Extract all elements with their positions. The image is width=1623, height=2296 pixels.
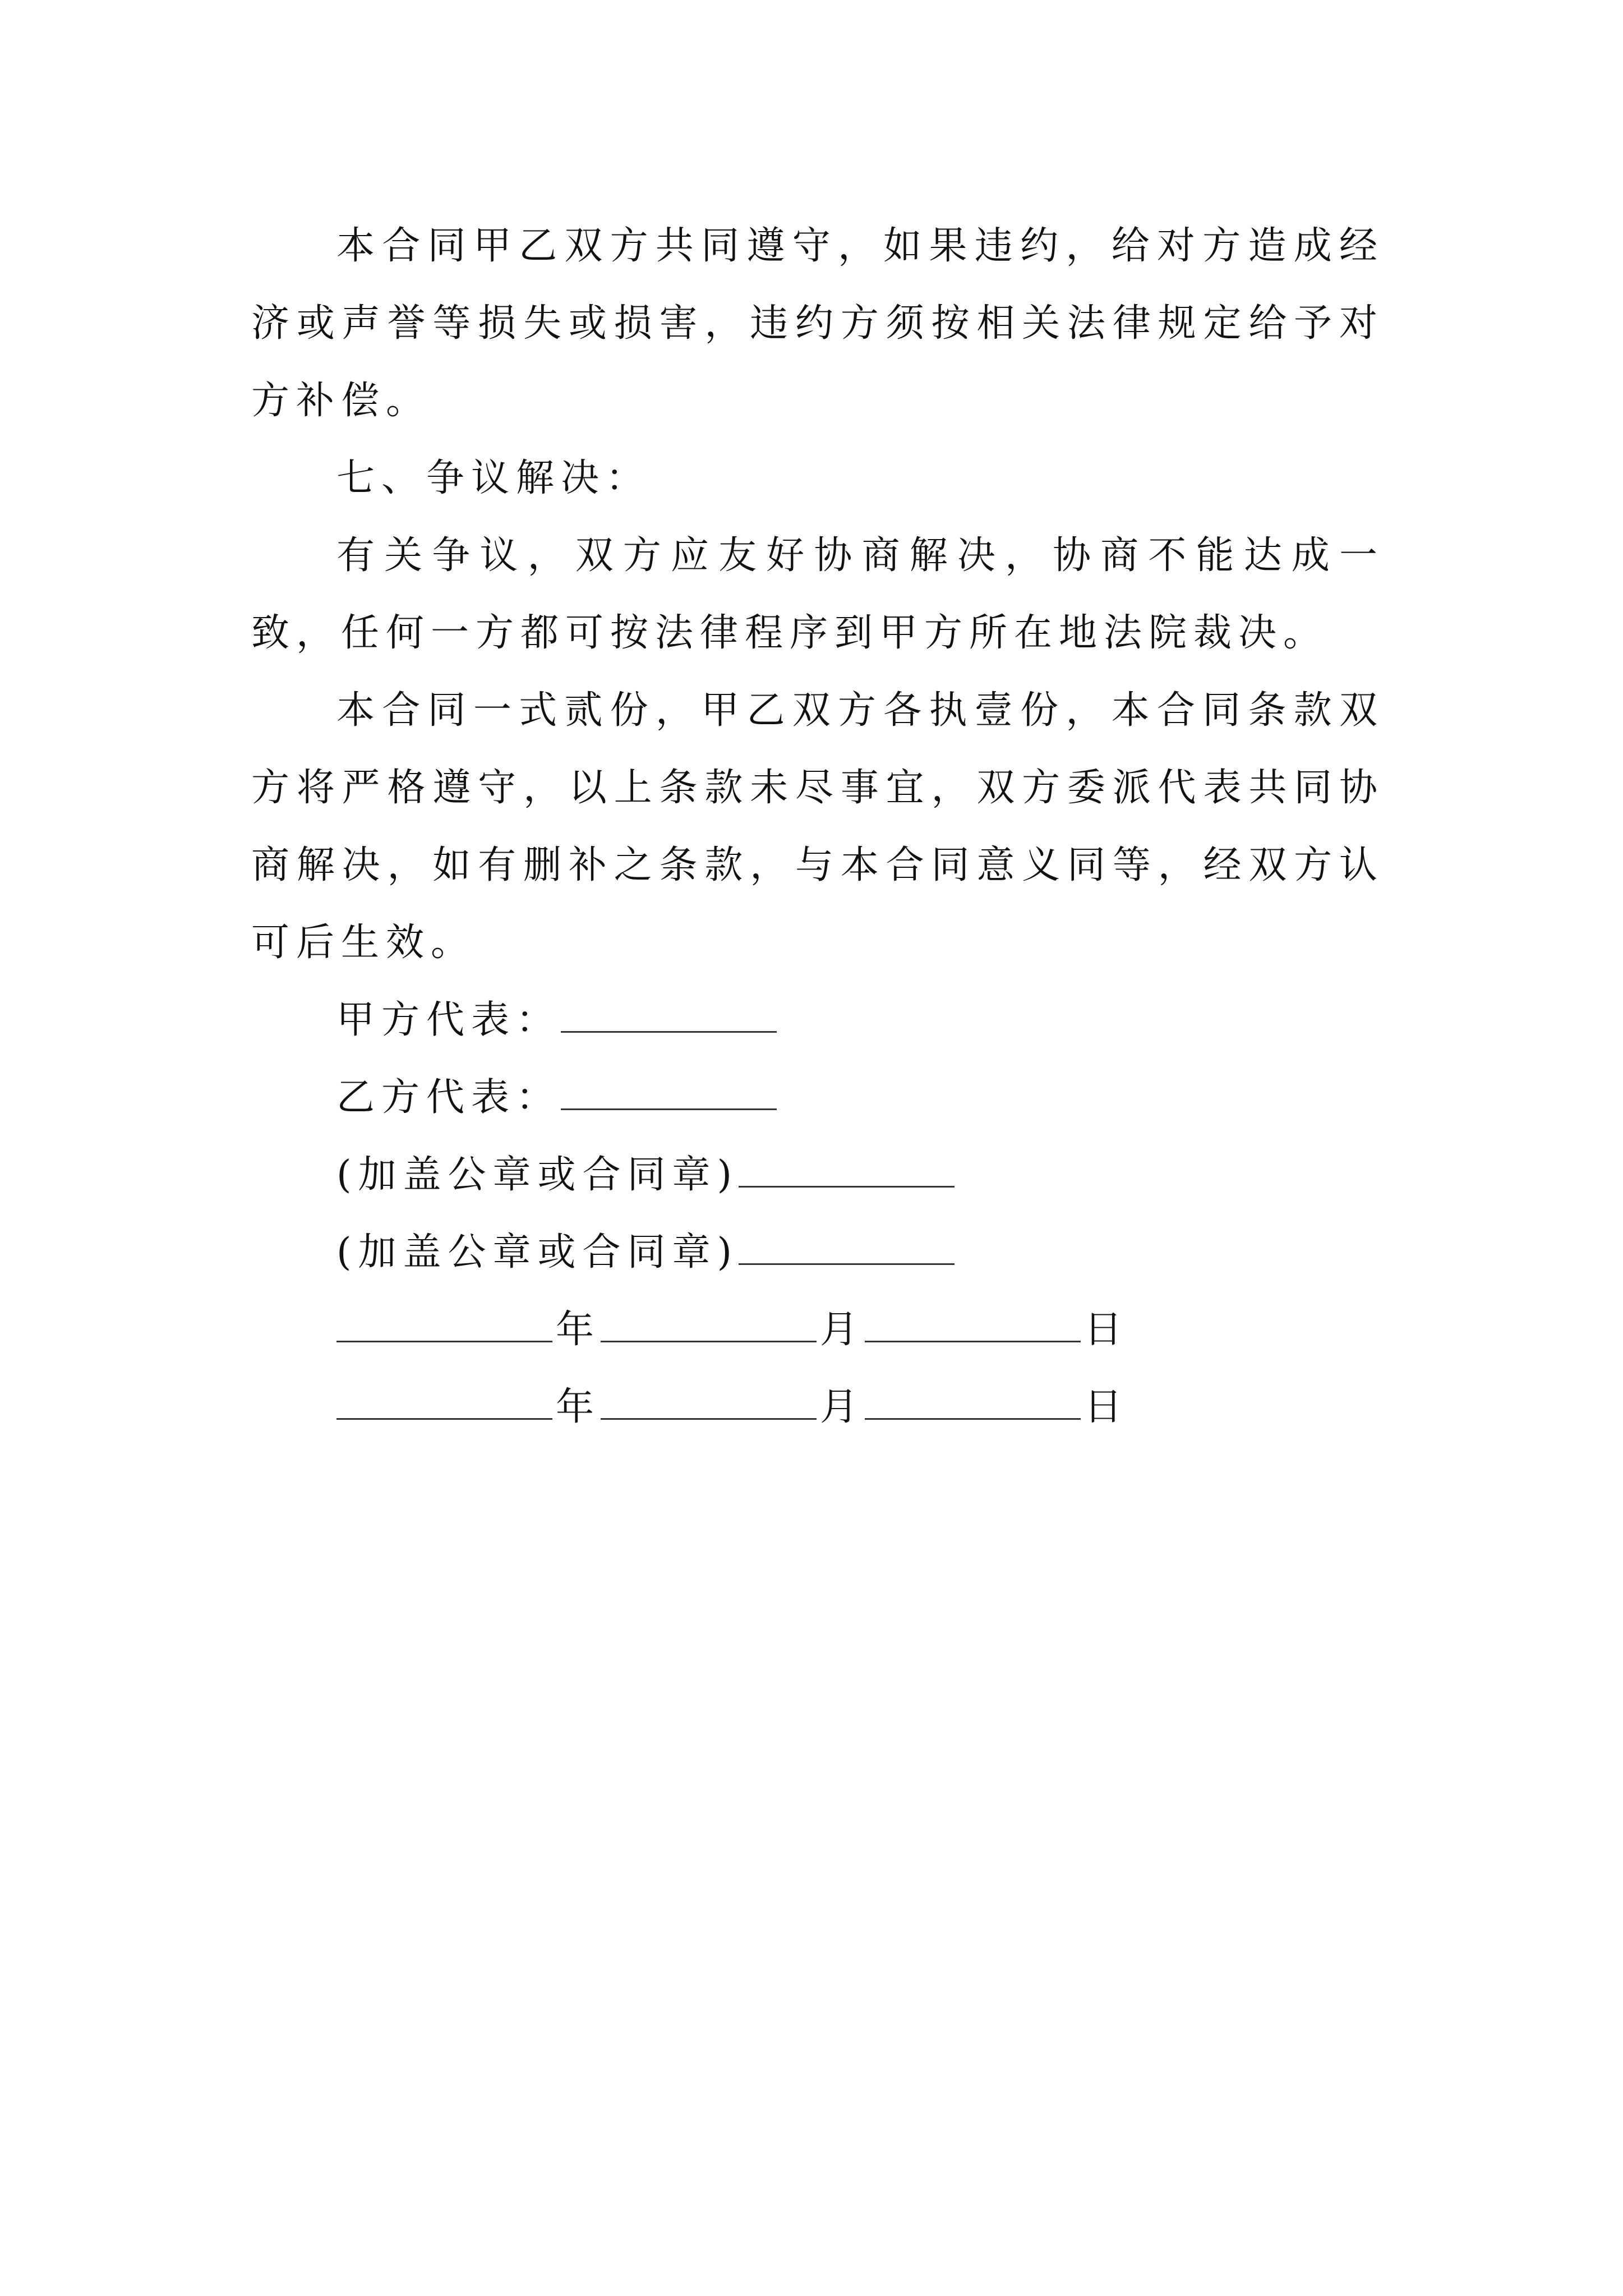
party-a-blank[interactable]: [561, 999, 777, 1033]
year-blank-2[interactable]: [336, 1386, 552, 1420]
day-label-1: 日: [1084, 1308, 1129, 1352]
date-line-2: [336, 1369, 1129, 1446]
paragraph-copies: 本合同一式贰份，甲乙双方各执壹份，本合同条款双方将严格遵守，以上条款未尽事宜，双方委派代表共同协商解决，如有删补之条款，与本合同意义同等，经双方认可后生效。: [251, 688, 1384, 965]
day-label-2: 日: [1084, 1385, 1129, 1429]
seal-line-2: [336, 1214, 958, 1291]
day-blank-2[interactable]: [865, 1386, 1081, 1420]
month-label-1: 月: [820, 1308, 865, 1352]
seal-line-1: [336, 1137, 958, 1214]
section-heading-dispute: 七、争议解决：: [336, 456, 651, 500]
month-blank-2[interactable]: [601, 1386, 817, 1420]
party-b-signature-line: [336, 1059, 780, 1137]
party-b-blank[interactable]: [561, 1076, 777, 1110]
seal-label-1: (加盖公章或合同章): [336, 1153, 739, 1197]
party-a-label: 甲方代表：: [336, 998, 561, 1042]
party-b-label: 乙方代表：: [336, 1075, 561, 1120]
day-blank-1[interactable]: [865, 1308, 1081, 1342]
seal-blank-1[interactable]: [739, 1153, 955, 1188]
paragraph-dispute-resolution: 有关争议，双方应友好协商解决，协商不能达成一致，任何一方都可按法律程序到甲方所在地法院裁决。: [251, 533, 1384, 655]
date-line-1: [336, 1291, 1129, 1369]
paragraph-compensation: 本合同甲乙双方共同遵守，如果违约，给对方造成经济或声誉等损失或损害，违约方须按相关法律规定给予对方补偿。: [251, 224, 1384, 423]
party-a-signature-line: [336, 982, 780, 1059]
year-label-1: 年: [556, 1308, 601, 1352]
seal-blank-2[interactable]: [739, 1231, 955, 1265]
year-label-2: 年: [556, 1385, 601, 1429]
seal-label-2: (加盖公章或合同章): [336, 1230, 739, 1274]
month-label-2: 月: [820, 1385, 865, 1429]
year-blank-1[interactable]: [336, 1308, 552, 1342]
month-blank-1[interactable]: [601, 1308, 817, 1342]
